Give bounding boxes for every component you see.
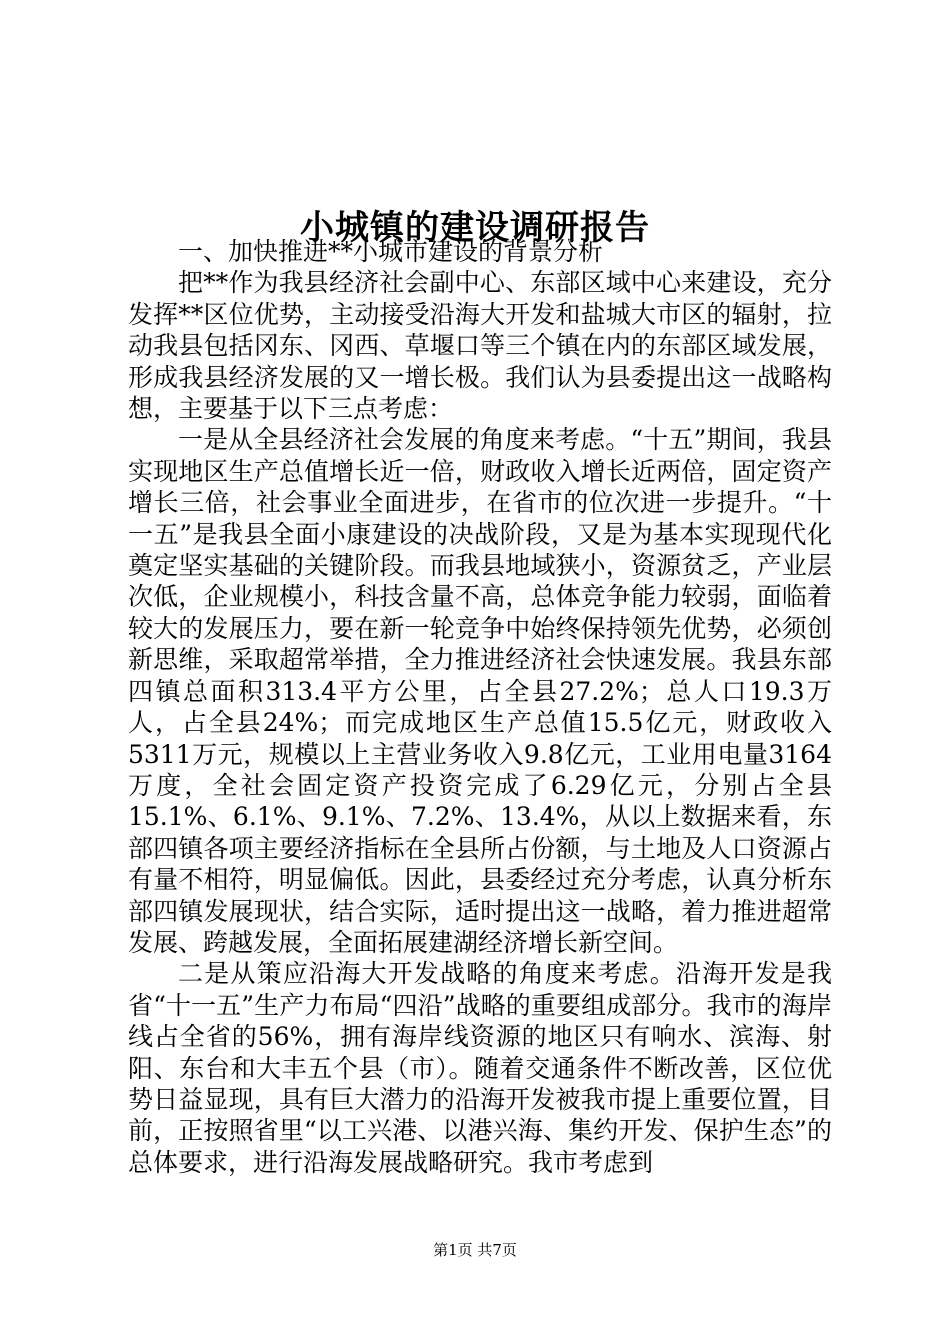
section-heading: 一、加快推进**小城市建设的背景分析 <box>178 237 604 266</box>
document-title: 小城镇的建设调研报告 <box>300 207 650 248</box>
paragraph: 一是从全县经济社会发展的角度来考虑。“十五”期间，我县实现地区生产总值增长近一倍，财政收入增长近两倍，固定资产增长三倍，社会事业全面进步，在省市的位次进一步提升。“十一五”是我县全面小康建设的决战阶段，又是为基本实现现代化奠定坚实基础的关键阶段。而我县地域狭小，资源贫乏，产业层次低，企业规模小，科技含量不高，总体竞争能力较弱，面临着较大的发展压力，要在新一轮竞争中始终保持领先优势，必须创新思维，采取超常举措，全力推进经济社会快速发展。我县东部四镇总面积313.4平方公里，占全县27.2%；总人口19.3万人，占全县24%；而完成地区生产总值15.5亿元，财政收入5311万元，规模以上主营业务收入9.8亿元，工业用电量3164万度，全社会固定资产投资完成了6.29亿元，分别占全县15.1%、6.1%、9.1%、7.2%、13.4%，从以上数据来看，东部四镇各项主要经济指标在全县所占份额，与土地及人口资源占有量不相符，明显偏低。因此，县委经过充分考虑，认真分析东部四镇发展现状，结合实际，适时提出这一战略，着力推进超常发展、跨越发展，全面拓展建湖经济增长新空间。 <box>128 425 832 957</box>
document-body <box>128 236 832 1178</box>
paragraph: 把**作为我县经济社会副中心、东部区域中心来建设，充分发挥**区位优势，主动接受沿海大开发和盐城大市区的辐射，拉动我县包括冈东、冈西、草堰口等三个镇在内的东部区域发展，形成我县经济发展的又一增长极。我们认为县委提出这一战略构想，主要基于以下三点考虑： <box>128 268 832 424</box>
paragraph: 二是从策应沿海大开发战略的角度来考虑。沿海开发是我省“十一五”生产力布局“四沿”战略的重要组成部分。我市的海岸线占全省的56%，拥有海岸线资源的地区只有响水、滨海、射阳、东台和大丰五个县（市）。随着交通条件不断改善，区位优势日益显现，具有巨大潜力的沿海开发被我市提上重要位置，目前，正按照省里“以工兴港、以港兴海、集约开发、保护生态”的总体要求，进行沿海发展战略研究。我市考虑到 <box>128 959 832 1177</box>
page-number-footer: 第1页 共7页 <box>433 1241 517 1259</box>
